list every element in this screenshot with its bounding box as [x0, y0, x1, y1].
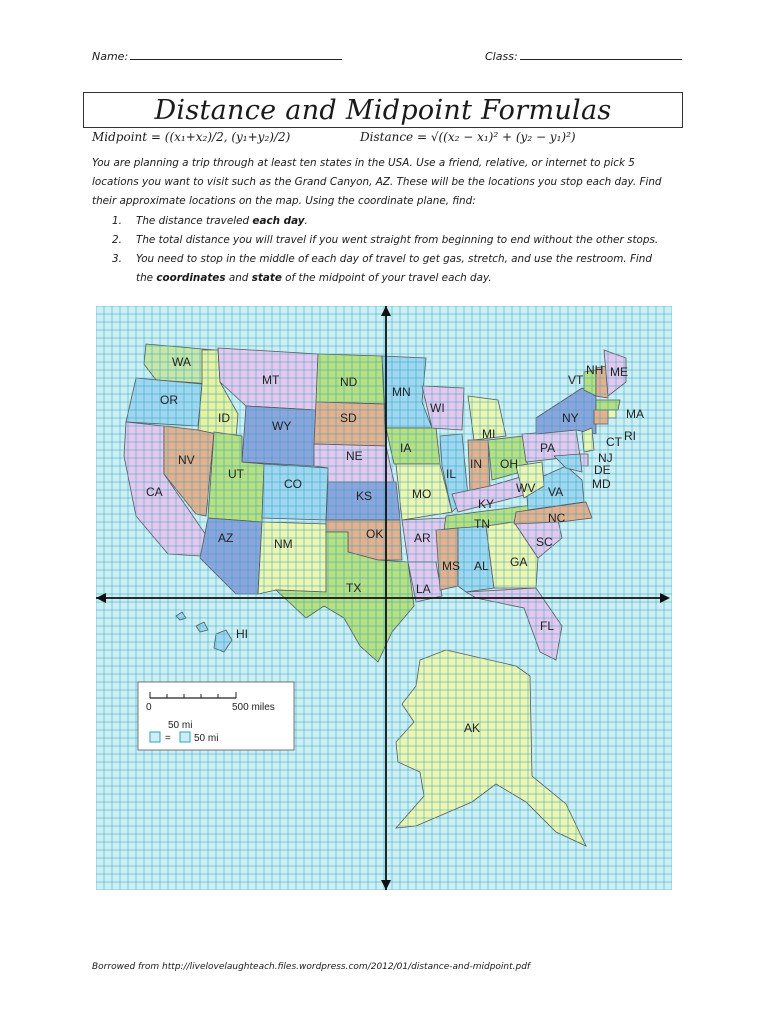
state-label-ca: CA [146, 485, 163, 499]
name-field[interactable] [92, 48, 342, 63]
state-shape-nm [258, 522, 328, 594]
state-label-ut: UT [228, 467, 244, 481]
state-label-nv: NV [178, 453, 195, 467]
state-label-tx: TX [346, 581, 362, 595]
state-label-nd: ND [340, 375, 358, 389]
state-shape-ri [608, 410, 616, 418]
state-shape-wy [242, 406, 316, 466]
state-label-ok: OK [366, 527, 384, 541]
state-label-ne: NE [346, 449, 363, 463]
state-label-md: MD [592, 477, 611, 491]
state-label-de: DE [594, 463, 611, 477]
state-label-oh: OH [500, 457, 518, 471]
state-label-la: LA [416, 582, 431, 596]
page-title: Distance and Midpoint Formulas [154, 95, 612, 126]
legend-square-icon [150, 732, 160, 742]
state-label-ks: KS [356, 489, 373, 503]
state-label-nc: NC [548, 511, 566, 525]
state-label-tn: TN [474, 517, 490, 531]
class-line[interactable] [520, 48, 682, 60]
state-label-mo: MO [412, 487, 432, 501]
map-svg [96, 306, 672, 890]
task-item: 3. You need to stop in the middle of each day of travel to get gas, stretch, and use the restroom. Find the coordinates and state of the midpoint of your travel each day. [112, 250, 672, 288]
title-box [83, 92, 683, 128]
class-field[interactable] [485, 48, 682, 63]
state-label-ma: MA [626, 407, 644, 421]
state-label-ms: MS [442, 559, 460, 573]
state-label-pa: PA [540, 441, 556, 455]
intro-paragraph: You are planning a trip through at least ten states in the USA. Use a friend, relative, or internet to pick 5 locations you want to visit such as the Grand Canyon, AZ. These will be the locations you stop each day. Find their approximate locations on the map. Using the coordinate plane, find: [92, 157, 662, 207]
state-label-il: IL [446, 467, 457, 481]
scale-start-label: 0 [146, 702, 152, 713]
state-label-mi: MI [482, 427, 496, 441]
class-label: Class: [485, 50, 518, 63]
state-label-ct: CT [606, 435, 622, 449]
state-label-wi: WI [430, 401, 445, 415]
scale-end-label: 500 miles [232, 702, 275, 713]
square-size-label-2: 50 mi [194, 733, 219, 744]
state-label-ar: AR [414, 531, 431, 545]
state-label-or: OR [160, 393, 178, 407]
state-label-ia: IA [400, 441, 412, 455]
state-label-nm: NM [274, 537, 293, 551]
task-list [112, 212, 672, 288]
square-size-label: 50 mi [168, 720, 193, 731]
legend-square-icon-2 [180, 732, 190, 742]
task-item: 2. The total distance you will travel if you went straight from beginning to end without the other stops. [112, 231, 672, 250]
state-label-hi: HI [236, 627, 248, 641]
state-label-wv: WV [516, 481, 536, 495]
task-number: 3. [112, 253, 122, 265]
name-line[interactable] [130, 48, 342, 60]
state-label-co: CO [284, 477, 302, 491]
state-label-mn: MN [392, 385, 411, 399]
state-label-ky: KY [478, 497, 495, 511]
state-label-fl: FL [540, 619, 555, 633]
state-shape-ct [594, 410, 608, 424]
state-label-ny: NY [562, 411, 579, 425]
state-label-vt: VT [568, 373, 584, 387]
state-label-ga: GA [510, 555, 528, 569]
state-label-me: ME [610, 365, 628, 379]
state-label-sd: SD [340, 411, 357, 425]
state-label-va: VA [548, 485, 564, 499]
name-label: Name: [92, 50, 129, 63]
us-map-coordinate-grid [96, 306, 672, 890]
state-label-az: AZ [218, 531, 234, 545]
legend-equals: = [165, 733, 171, 744]
state-label-sc: SC [536, 535, 553, 549]
state-label-in: IN [470, 457, 482, 471]
state-label-ak: AK [464, 721, 481, 735]
midpoint-formula: Midpoint = ((x₁+x₂)/2, (y₁+y₂)/2) [92, 130, 291, 144]
state-label-id: ID [218, 411, 230, 425]
state-label-nh: NH [586, 363, 604, 377]
map-legend [138, 682, 294, 750]
state-label-wa: WA [172, 355, 191, 369]
state-label-mt: MT [262, 373, 280, 387]
state-label-nj: NJ [598, 451, 613, 465]
source-credit: Borrowed from http://livelovelaughteach.files.wordpress.com/2012/01/distance-and-midpoint.pdf [92, 962, 531, 972]
task-item: 1. The distance traveled each day. [112, 212, 672, 231]
state-label-wy: WY [272, 419, 292, 433]
task-number: 1. [112, 215, 122, 227]
task-number: 2. [112, 234, 122, 246]
state-label-al: AL [474, 559, 489, 573]
state-label-ri: RI [624, 429, 636, 443]
distance-formula: Distance = √((x₂ − x₁)² + (y₂ − y₁)²) [360, 130, 576, 144]
